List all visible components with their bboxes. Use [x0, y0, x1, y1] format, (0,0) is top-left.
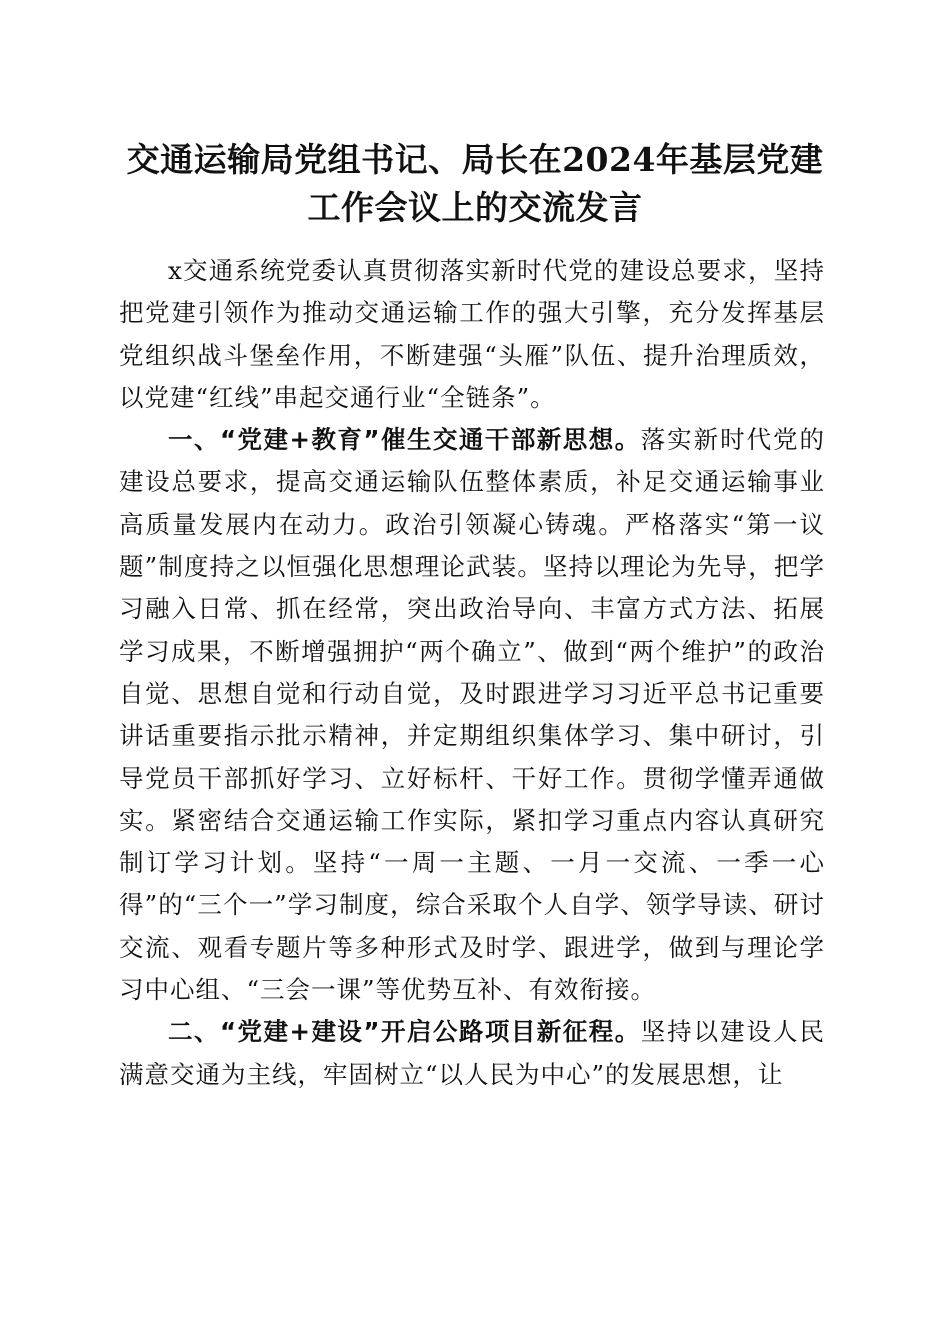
document-title: 交通运输局党组书记、局长在2024年基层党建工作会议上的交流发言: [126, 140, 824, 227]
paragraph-text: x交通系统党委认真贯彻落实新时代党的建设总要求，坚持把党建引领作为推动交通运输工作的强大引擎，充分发挥基层党组织战斗堡垒作用，不断建强“头雁”队伍、提升治理质效，以党建“红线”串起交通行业“全链条”。: [119, 256, 825, 412]
section-one-heading: 一、“党建+教育”催生交通干部新思想。: [168, 425, 641, 455]
document-body: [119, 250, 825, 1096]
intro-paragraph: [119, 250, 825, 419]
paragraph-text: 落实新时代党的建设总要求，提高交通运输队伍整体素质，补足交通运输事业高质量发展内在动力。政治引领凝心铸魂。严格落实“第一议题”制度持之以恒强化思想理论武装。坚持以理论为先导，把学习融入日常、抓在经常，突出政治导向、丰富方式方法、拓展学习成果，不断增强拥护“两个确立”、做到“两个维护”的政治自觉、思想自觉和行动自觉，及时跟进学习习近平总书记重要讲话重要指示批示精神，并定期组织集体学习、集中研讨，引导党员干部抓好学习、立好标杆、干好工作。贯彻学懂弄通做实。紧密结合交通运输工作实际，紧扣学习重点内容认真研究制订学习计划。坚持“一周一主题、一月一交流、一季一心得”的“三个一”学习制度，综合采取个人自学、领学导读、研讨交流、观看专题片等多种形式及时学、跟进学，做到与理论学习中心组、“三会一课”等优势互补、有效衔接。: [119, 425, 826, 1005]
section-one-paragraph: [119, 419, 825, 1011]
section-two-heading: 二、“党建+建设”开启公路项目新征程。: [168, 1017, 641, 1047]
section-two-paragraph: [119, 1011, 825, 1096]
paragraph-text: 坚持以建设人民满意交通为主线，牢固树立“以人民为中心”的发展思想，让: [119, 1017, 826, 1089]
